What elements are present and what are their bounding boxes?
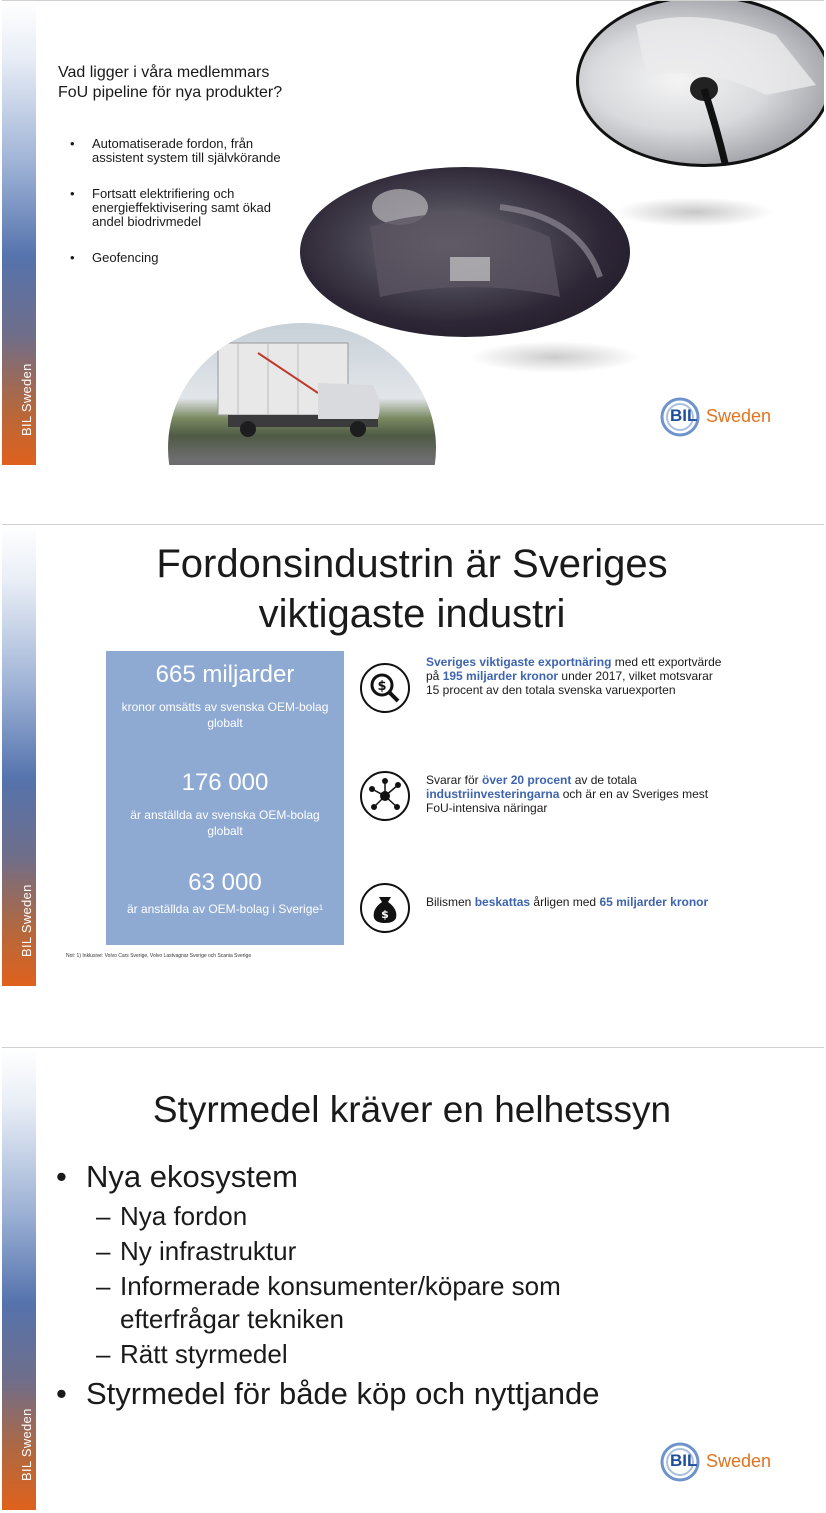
sub-list-item: – Rätt styrmedel [52, 1338, 752, 1371]
car-interior-photo [300, 167, 630, 337]
highlight-text: 195 miljarder kronor [442, 669, 559, 683]
bil-sweden-logo [658, 1442, 798, 1482]
stat-value: 665 miljarder [155, 661, 295, 688]
slide-title [58, 63, 358, 103]
photo-shadow [614, 197, 774, 227]
sidebar-band [2, 525, 36, 986]
fact-part: och är en av Sveriges mest FoU-intensiva näringar [426, 787, 709, 815]
network-icon [360, 771, 410, 821]
sub-list-item: – Informerade konsumenter/köpare som efterfrågar tekniken [52, 1270, 680, 1336]
fact-text [426, 773, 726, 815]
autonomous-truck-photo [168, 323, 436, 465]
highlight-text: Sveriges viktigaste exportnäring [426, 655, 612, 669]
slide-styrmedel [2, 1047, 824, 1510]
sidebar-band [2, 1048, 36, 1510]
fact-text [426, 895, 726, 909]
slide-title [62, 539, 762, 639]
photo-shadow [470, 341, 640, 373]
title-line-2: FoU pipeline för nya produkter? [58, 84, 283, 101]
bullet-list [52, 1156, 752, 1415]
slide-industri [2, 524, 824, 986]
logo-bil-text: BIL [670, 406, 698, 425]
fact-part: Svarar för [426, 773, 483, 787]
title-line-2: viktigaste industri [258, 592, 566, 636]
fact-part: med ett exportvärde på [426, 655, 722, 683]
dollar-search-icon [360, 663, 410, 713]
highlight-text: över 20 procent [482, 773, 572, 787]
bullet-list [58, 137, 298, 287]
sidebar-brand-text: BIL Sweden [19, 1408, 34, 1481]
logo-bil-text: BIL [670, 1451, 698, 1470]
stat-value: 176 000 [181, 769, 269, 796]
logo-sweden-text: Sweden [706, 406, 772, 426]
stat-value: 63 000 [188, 869, 262, 896]
fact-text [426, 655, 726, 697]
sidebar-band [2, 1, 36, 465]
sidebar-brand-text: BIL Sweden [19, 363, 34, 436]
money-bag-icon [360, 883, 410, 933]
stat-desc: är anställda av svenska OEM-bolag globalt [130, 808, 320, 838]
sub-list-item: – Nya fordon [52, 1200, 752, 1233]
stats-panel [106, 651, 344, 945]
stat-desc: är anställda av OEM-bolag i Sverige¹ [126, 902, 324, 916]
svg-text:$: $ [381, 908, 389, 921]
highlight-text: beskattas [474, 895, 531, 909]
sub-list-item: – Ny infrastruktur [52, 1235, 752, 1268]
list-item: • Styrmedel för både köp och nyttjande [52, 1373, 752, 1415]
highlight-text: 65 miljarder kronor [599, 895, 709, 909]
fact-part: av de totala [571, 773, 637, 787]
charging-car-photo [576, 0, 824, 167]
highlight-text: industriinvesteringarna [426, 787, 560, 801]
title-line-1: Fordonsindustrin är Sveriges [156, 542, 668, 586]
list-item: • Geofencing [58, 251, 298, 265]
fact-part: årligen med [530, 895, 600, 909]
slide-title: Styrmedel kräver en helhetssyn [152, 1089, 672, 1130]
fact-part: under 2017, vilket motsvarar 15 procent av den totala svenska varuexporten [426, 669, 713, 697]
title-line-1: Vad ligger i våra medlemmars [58, 64, 270, 81]
footnote: Not: 1) Inklusive: Volvo Cars Sverige, Volvo Lastvagnar Sverige och Scania Sverige [66, 953, 252, 959]
logo-sweden-text: Sweden [706, 1451, 772, 1471]
list-item: • Automatiserade fordon, från assistent system till självkörande [58, 137, 298, 165]
slide-fou-pipeline [2, 0, 824, 465]
svg-text:$: $ [377, 679, 387, 694]
fact-part: Bilismen [426, 895, 475, 909]
sidebar-brand-text: BIL Sweden [19, 884, 34, 957]
list-item: • Nya ekosystem [52, 1156, 752, 1198]
bil-sweden-logo [658, 397, 798, 437]
stat-desc: kronor omsätts av svenska OEM-bolag globalt [121, 700, 329, 730]
list-item: • Fortsatt elektrifiering och energieffektivisering samt ökad andel biodrivmedel [58, 187, 298, 229]
